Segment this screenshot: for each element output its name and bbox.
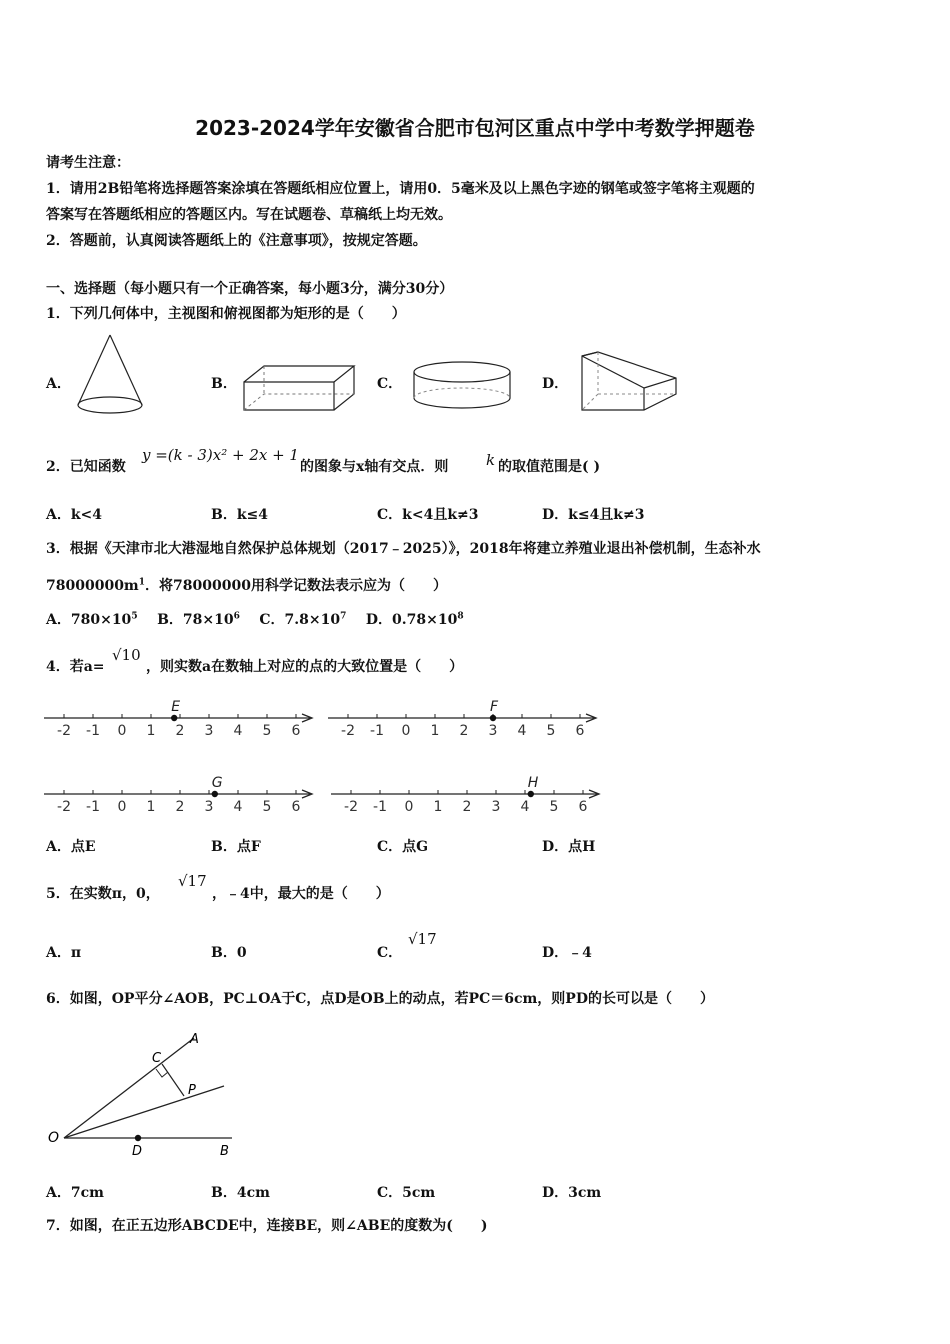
angle-bisector-figure [44,1028,244,1163]
q2-option-b: B．k≤4 [211,507,269,523]
label-a: A [190,1032,199,1047]
q1-label-a: A． [46,376,71,392]
notice-heading: 请考生注意： [46,155,130,171]
label-p: P [188,1083,196,1098]
q2-option-c: C．k<4且k≠3 [377,507,479,523]
q2-k: k [486,451,496,469]
number-line-h [327,772,612,818]
q4-stem-post: ，则实数a在数轴上对应的点的大致位置是（ ） [146,659,464,675]
tick-label: 0 [117,723,127,739]
tick-label: 3 [204,723,214,739]
tick-label: 0 [404,799,414,815]
notice-line-1: 1．请用2B铅笔将选择题答案涂填在答题纸相应位置上，请用0．5毫米及以上黑色字迹的钢笔或签字笔将主观题的 [46,181,755,197]
q5-option-c-radical: √17 [408,930,437,948]
tick-label: 3 [491,799,501,815]
tick-label: -2 [57,723,71,739]
cylinder-figure [410,358,514,418]
q3-option-c-exp: 7 [340,611,347,622]
tick-label: 2 [175,799,185,815]
tick-label: 5 [546,723,556,739]
point-marker [528,791,534,797]
q3-option-c [259,612,346,628]
q1-stem: 1．下列几何体中，主视图和俯视图都为矩形的是（ ） [46,306,406,322]
q6-option-d: D．3cm [542,1185,602,1201]
q4-stem-pre: 4．若a= [46,659,105,675]
q4-option-a: A．点E [46,839,96,855]
number-line-e [40,696,325,742]
point-marker [490,715,496,721]
q4-option-b: B．点F [211,839,261,855]
q6-option-b: B．4cm [211,1185,270,1201]
label-d: D [132,1144,143,1159]
q3-option-b [157,612,240,628]
tick-label: 1 [430,723,440,739]
q5-option-b: B．0 [211,945,247,961]
q2-function: y =(k - 3)x² + 2x + 1 [142,446,299,464]
tick-label: 6 [578,799,588,815]
tick-label: 6 [291,799,301,815]
q3-quantity: 78000000m [46,578,139,594]
tick-label: -2 [57,799,71,815]
tick-label: 5 [262,799,272,815]
q3-stem: 3．根据《天津市北大港湿地自然保护总体规划（2017﹣2025）》，2018年将建立养殖业退出补偿机制，生态补水 [46,541,761,557]
point-label: F [490,699,499,715]
tick-label: 0 [117,799,127,815]
tick-label: 4 [233,723,243,739]
q1-label-b: B． [211,376,237,392]
tick-label: 2 [462,799,472,815]
point-label: E [171,699,181,715]
q5-option-c: C． [377,945,403,961]
tick-label: 6 [575,723,585,739]
q3-option-b-exp: 6 [233,611,240,622]
cone-figure [70,330,150,420]
q4-option-d: D．点H [542,839,596,855]
tick-label: 4 [520,799,530,815]
tick-label: 6 [291,723,301,739]
tick-label: 2 [459,723,469,739]
q3-option-a [46,612,138,628]
tick-label: 4 [517,723,527,739]
point-label: G [211,775,223,791]
q4-option-c: C．点G [377,839,429,855]
q3-option-b-base: B．78×10 [157,612,234,628]
label-o: O [48,1130,60,1146]
tick-label: -1 [373,799,387,815]
tick-label: 5 [549,799,559,815]
q3-quantity-exp: 1 [138,577,146,588]
q5-stem-pre: 5．在实数π，0， [46,886,160,902]
tick-label: 3 [488,723,498,739]
q3-options [46,609,464,629]
q3-option-a-exp: 5 [131,611,138,622]
number-line-g [40,772,325,818]
number-line-f [324,696,609,742]
q5-radical: √17 [178,872,207,890]
q3-option-d-exp: 8 [457,611,464,622]
q7-stem: 7．如图，在正五边形ABCDE中，连接BE，则∠ABE的度数为( ) [46,1218,488,1234]
q3-stem-line2 [46,575,447,595]
q5-option-d: D．﹣4 [542,945,592,961]
q2-stem-post: 的取值范围是( ) [498,459,601,475]
tick-label: 2 [175,723,185,739]
tick-label: -1 [370,723,384,739]
q4-radical: √10 [112,646,141,664]
tick-label: -1 [86,799,100,815]
point-marker [171,715,177,721]
cuboid-figure [238,358,358,418]
q3-option-d-base: D．0.78×10 [365,612,458,628]
notice-line-1b: 答案写在答题纸相应的答题区内。写在试题卷、草稿纸上均无效。 [46,207,452,223]
q6-option-a: A．7cm [46,1185,104,1201]
q5-option-a: A．π [46,945,82,961]
tick-label: 0 [401,723,411,739]
q2-stem-pre: 2．已知函数 [46,459,126,475]
tick-label: 1 [146,723,156,739]
tick-label: -1 [86,723,100,739]
prism-figure [576,348,680,418]
q2-stem-mid: 的图象与x轴有交点．则 [300,459,449,475]
q2-option-d: D．k≤4且k≠3 [542,507,645,523]
q1-label-c: C． [377,376,403,392]
q3-option-a-base: A．780×10 [46,612,132,628]
notice-line-2: 2．答题前，认真阅读答题纸上的《注意事项》，按规定答题。 [46,233,427,249]
tick-label: -2 [344,799,358,815]
section-heading: 一、选择题（每小题只有一个正确答案，每小题3分，满分30分） [46,281,454,297]
q6-stem: 6．如图，OP平分∠AOB，PC⊥OA于C，点D是OB上的动点，若PC＝6cm，则PD的长可以是（ ） [46,991,714,1007]
q6-option-c: C．5cm [377,1185,436,1201]
q5-stem-post: ，﹣4中，最大的是（ ） [212,886,390,902]
q2-option-a: A．k<4 [46,507,103,523]
q3-option-d [366,612,464,628]
q3-option-c-base: C．7.8×10 [259,612,341,628]
tick-label: 1 [146,799,156,815]
tick-label: 3 [204,799,214,815]
q1-label-d: D． [542,376,569,392]
q3-question: ．将78000000用科学记数法表示应为（ ） [145,578,447,594]
point-marker [212,791,218,797]
tick-label: 5 [262,723,272,739]
tick-label: 1 [433,799,443,815]
point-label: H [527,775,539,791]
tick-label: 4 [233,799,243,815]
page-title: 2023-2024学年安徽省合肥市包河区重点中学中考数学押题卷 [195,116,755,140]
tick-label: -2 [341,723,355,739]
label-c: C [152,1051,162,1066]
label-b: B [220,1144,229,1159]
